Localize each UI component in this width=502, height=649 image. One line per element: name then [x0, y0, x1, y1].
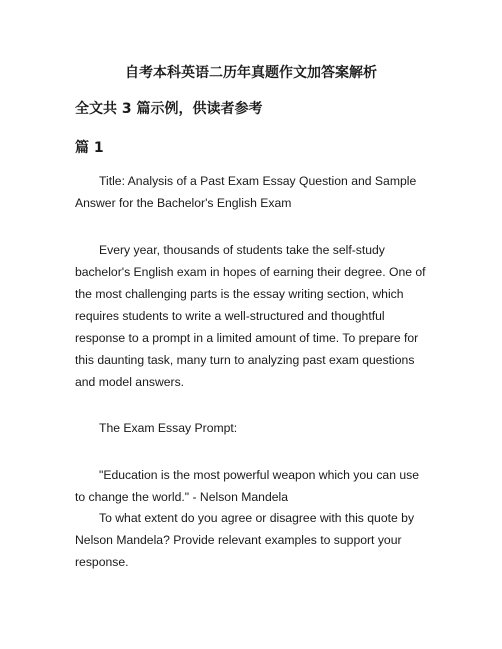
essay-title-paragraph: Title: Analysis of a Past Exam Essay Question and Sample Answer for the Bachelor's English Exam	[75, 174, 417, 210]
document-subtitle: 全文共 3 篇示例，供读者参考	[75, 101, 263, 117]
prompt-label-paragraph: The Exam Essay Prompt:	[99, 421, 238, 435]
intro-paragraph: Every year, thousands of students take the self-study bachelor's English exam in hopes of earning their degree. One of the most challenging parts is the essay writing section, which requires students to write a well-structured and thoughtful response to a prompt in a limited amount of time. To prepare for this daunting task, many turn to analyzing past exam questions and model answers.	[75, 243, 426, 389]
quote-paragraph: "Education is the most powerful weapon which you can use to change the world." - Nelson Mandela	[75, 468, 420, 504]
section-heading: 篇 1	[75, 140, 104, 156]
document-title: 自考本科英语二历年真题作文加答案解析	[125, 65, 377, 81]
question-paragraph: To what extent do you agree or disagree with this quote by Nelson Mandela? Provide relevant examples to support your response.	[75, 511, 415, 569]
